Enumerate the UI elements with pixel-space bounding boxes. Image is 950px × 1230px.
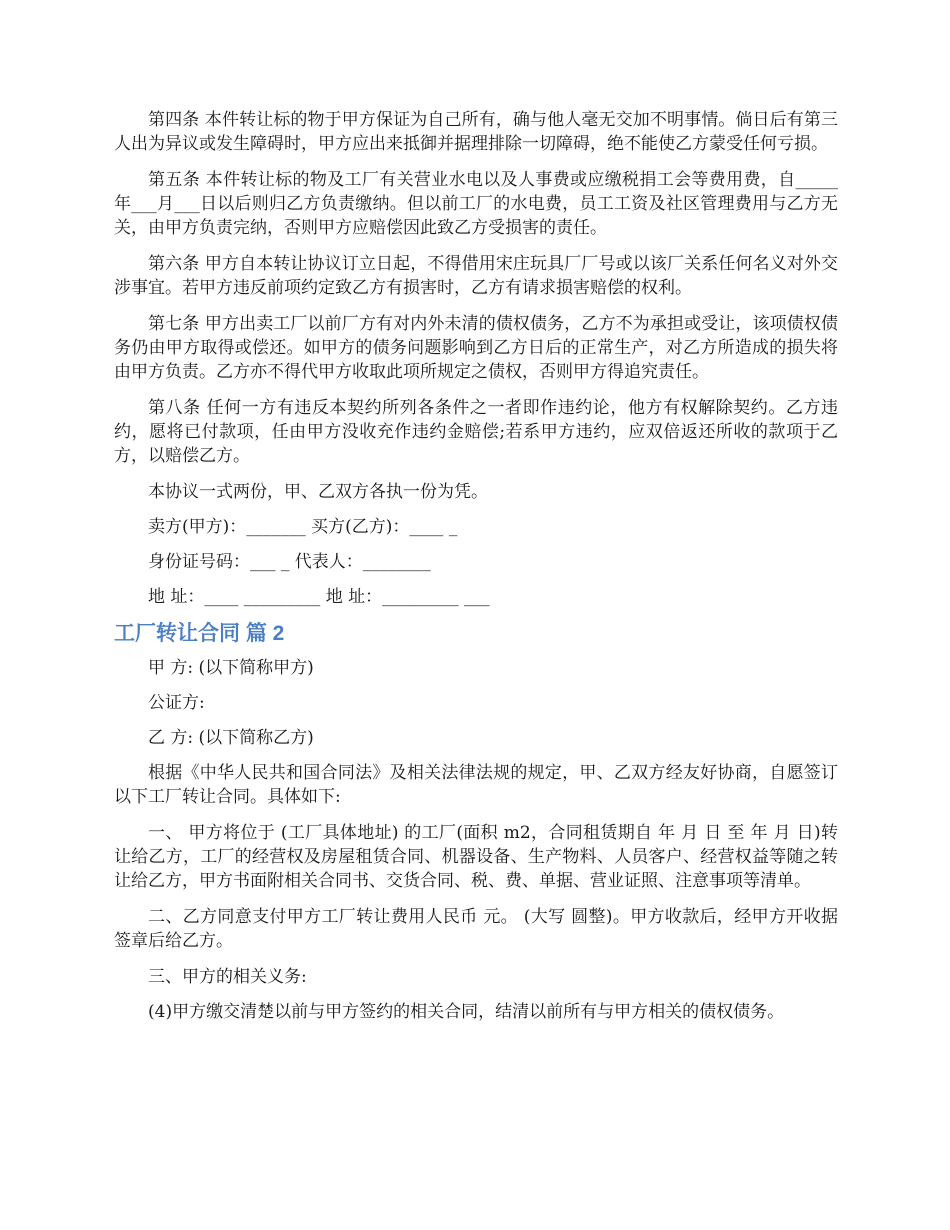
- article-4: 第四条 本件转让标的物于甲方保证为自己所有，确与他人毫无交加不明事情。倘日后有第三人出为异议或发生障碍时，甲方应出来抵御并据理排除一切障碍，绝不能使乙方蒙受任何亏损。: [114, 110, 838, 154]
- document-page: [114, 108, 838, 1036]
- notary-line: 公证方:: [148, 693, 205, 713]
- article-7: 第七条 甲方出卖工厂以前厂方有对内外未清的债权债务，乙方不为承担或受让，该项债权债务仍由甲方取得或偿还。如甲方的债务问题影响到乙方日后的正常生产，对乙方所造成的损失将由甲方负责。乙方亦不得代甲方收取此项所规定之债权，否则甲方得追究责任。: [114, 314, 838, 382]
- address-line: 地 址：____ _________ 地 址：_________ ___: [148, 587, 490, 607]
- section-heading: 工厂转让合同 篇 2: [114, 622, 285, 645]
- article-5: 第五条 本件转让标的物及工厂有关营业水电以及人事费或应缴税捐工会等费用费，自_____年___月___日以后则归乙方负责缴纳。但以前工厂的水电费，员工工资及社区管理费用与乙方无关，由甲方负责完纳，否则甲方应赔偿因此致乙方受损害的责任。: [114, 170, 838, 238]
- copies-statement: 本协议一式两份，甲、乙双方各执一份为凭。: [148, 482, 488, 502]
- clause-3-item-4: (4)甲方缴交清楚以前与甲方签约的相关合同，结清以前所有与甲方相关的债权债务。: [148, 1002, 785, 1022]
- party-b-line: 乙 方: (以下简称乙方): [148, 728, 314, 748]
- seller-buyer-line: 卖方(甲方)：_______ 买方(乙方)：____ _: [148, 517, 458, 537]
- article-6: 第六条 甲方自本转让协议订立日起，不得借用宋庄玩具厂厂号或以该厂关系任何名义对外交涉事宜。若甲方违反前项约定致乙方有损害时，乙方有请求损害赔偿的权利。: [114, 254, 838, 298]
- clause-3-heading: 三、甲方的相关义务:: [148, 967, 307, 987]
- clause-2: 二、乙方同意支付甲方工厂转让费用人民币 元。 (大写 圆整)。甲方收款后，经甲方开收据签章后给乙方。: [114, 907, 838, 951]
- party-a-line: 甲 方: (以下简称甲方): [148, 658, 314, 678]
- article-8: 第八条 任何一方有违反本契约所列各条件之一者即作违约论，他方有权解除契约。乙方违约，愿将已付款项，任由甲方没收充作违约金赔偿;若系甲方违约，应双倍返还所收的款项于乙方，以赔偿乙方。: [114, 398, 838, 466]
- id-representative-line: 身份证号码：___ _ 代表人：________: [148, 552, 431, 572]
- clause-1: 一、 甲方将位于 (工厂具体地址) 的工厂(面积 m2，合同租赁期自 年 月 日 至 年 月 日)转让给乙方，工厂的经营权及房屋租赁合同、机器设备、生产物料、人员客户、经营权益等随之转让给乙方，甲方书面附相关合同书、交货合同、税、费、单据、营业证照、注意事项等清单。: [114, 823, 838, 891]
- preamble-paragraph: 根据《中华人民共和国合同法》及相关法律法规的规定，甲、乙双方经友好协商，自愿签订以下工厂转让合同。具体如下:: [114, 763, 838, 807]
